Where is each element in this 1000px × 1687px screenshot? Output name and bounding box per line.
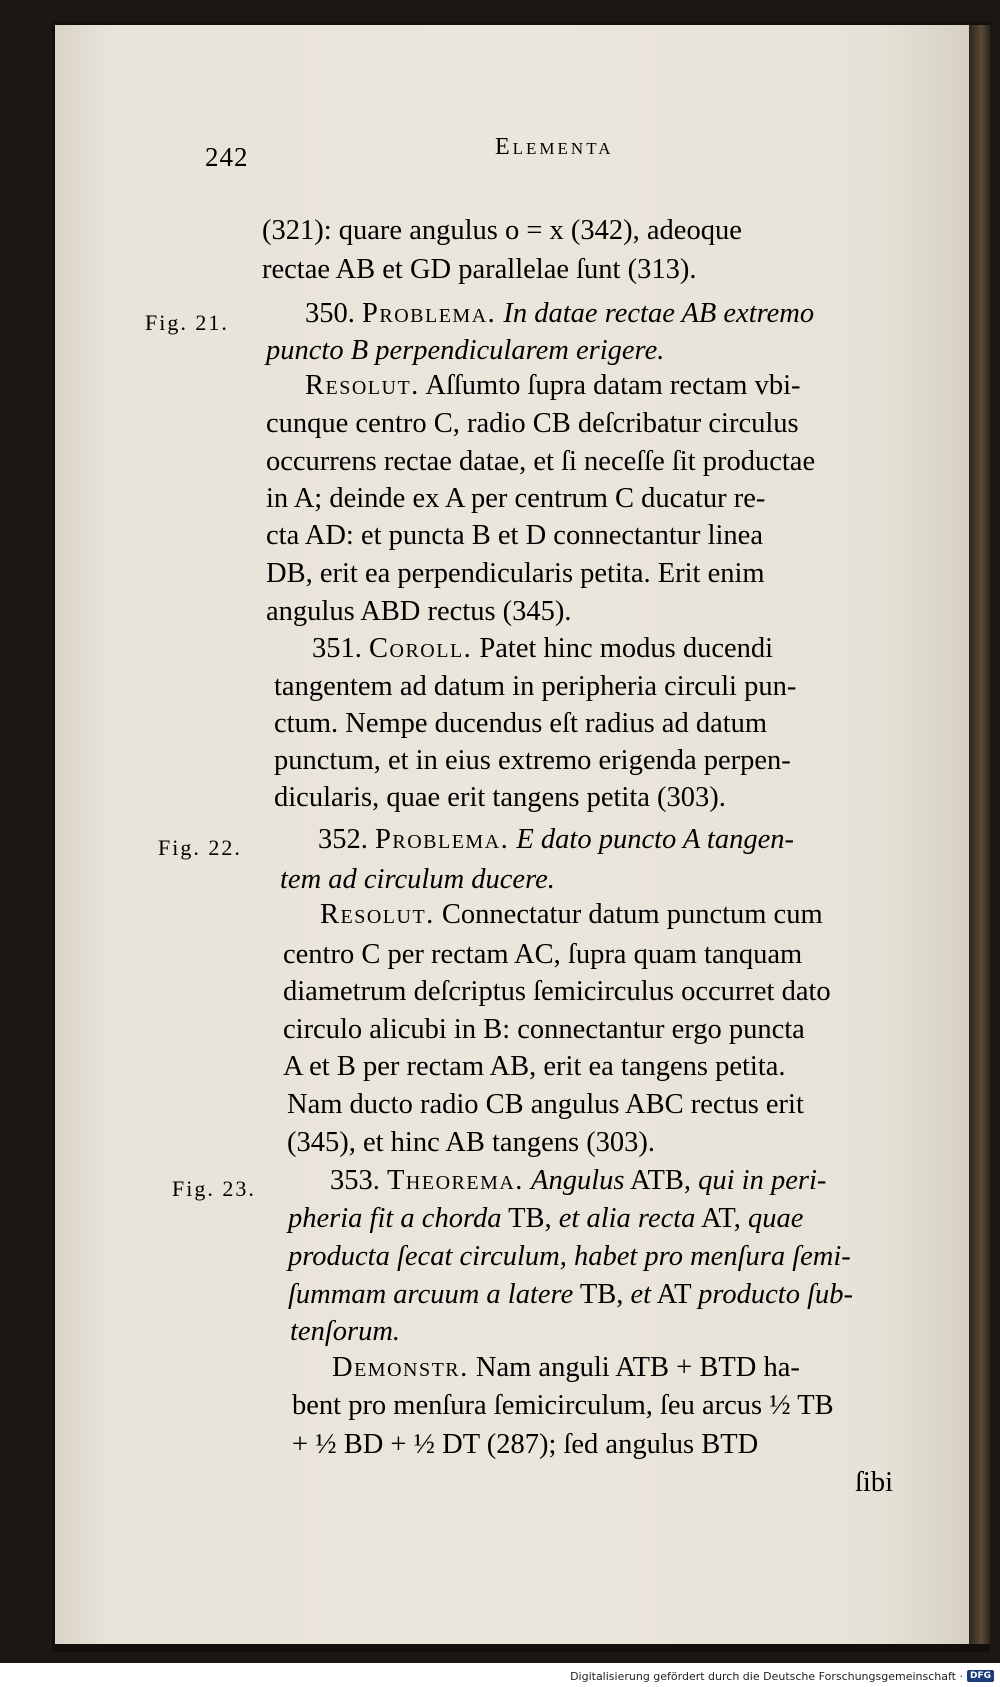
text-span: ATB, [630, 1165, 691, 1196]
italic-text: ſummam arcuum a latere [288, 1279, 574, 1310]
text-line: in A; deinde ex A per centrum C ducatur re- [266, 483, 766, 514]
text-line: tenſorum. [290, 1316, 401, 1347]
section-heading: Resolut. [320, 899, 435, 930]
italic-text: In datae rectae AB extremo [503, 298, 815, 329]
section-heading: Resolut. [305, 370, 420, 401]
text-line [288, 1277, 853, 1313]
text-line: ctum. Nempe ducendus eſt radius ad datum [274, 708, 768, 739]
text-line: DB, erit ea perpendicularis petita. Erit enim [266, 558, 765, 589]
running-title: Elementa [495, 134, 614, 160]
italic-text: et [630, 1279, 652, 1310]
text-line: angulus ABD rectus (345). [266, 596, 572, 627]
italic-text: E dato puncto A tangen- [516, 824, 794, 855]
text-line: centro C per rectam AC, ſupra quam tanquam [283, 939, 803, 970]
text-span: Connectatur datum punctum cum [441, 899, 823, 930]
text-line: (321): quare angulus o = x (342), adeoque [262, 215, 742, 246]
italic-text: qui in peri- [698, 1165, 827, 1196]
text-line: tangentem ad datum in peripheria circuli pun- [274, 671, 797, 702]
text-line [332, 1350, 800, 1386]
section-number: 352. [318, 824, 368, 855]
text-span: Patet hinc modus ducendi [479, 633, 774, 664]
text-line: dicularis, quae erit tangens petita (303). [274, 782, 726, 813]
dfg-logo: DFG [967, 1670, 994, 1682]
text-line [305, 368, 801, 404]
text-span: TB, [508, 1203, 552, 1234]
text-line: cta AD: et puncta B et D connectantur linea [266, 520, 763, 551]
text-line: cunque centro C, radio CB deſcribatur circulus [266, 408, 799, 439]
digitization-footer [570, 1667, 994, 1685]
text-line: occurrens rectae datae, et ſi neceſſe ſit productae [266, 446, 816, 477]
margin-fig-23: Fig. 23. [172, 1176, 256, 1201]
section-heading: Demonstr. [332, 1352, 469, 1383]
section-heading: Problema. [362, 298, 497, 329]
page-edge [969, 25, 990, 1644]
page-number: 242 [205, 142, 249, 172]
text-span: AT, [701, 1203, 741, 1234]
text-span: Aſſumto ſupra datam rectam vbi- [425, 370, 801, 401]
text-line [330, 1163, 826, 1199]
margin-fig-22: Fig. 22. [158, 835, 242, 860]
catchword: ſibi [855, 1467, 894, 1498]
text-line: bent pro menſura ſemicirculum, ſeu arcus ½ TB [292, 1390, 834, 1421]
text-line [288, 1201, 803, 1237]
text-line: diametrum deſcriptus ſemicirculus occurret dato [283, 976, 831, 1007]
section-number: 351. [312, 633, 362, 664]
footer-text: Digitalisierung gefördert durch die Deutsche Forschungsgemeinschaft · [570, 1669, 963, 1683]
text-line: producta ſecat circulum, habet pro menſura ſemi- [288, 1241, 851, 1272]
italic-text: Angulus [531, 1165, 625, 1196]
italic-text: pheria fit a chorda [288, 1203, 502, 1234]
text-line: rectae AB et GD parallelae ſunt (313). [262, 254, 697, 285]
italic-text: producto ſub- [698, 1279, 854, 1310]
text-line [312, 631, 773, 667]
section-number: 353. [330, 1165, 380, 1196]
text-line: + ½ BD + ½ DT (287); ſed angulus BTD [292, 1429, 759, 1460]
text-line: Nam ducto radio CB angulus ABC rectus erit [287, 1089, 804, 1120]
section-heading: Coroll. [369, 633, 473, 664]
margin-fig-21: Fig. 21. [145, 310, 229, 335]
page-header [205, 122, 705, 172]
text-line [318, 822, 794, 858]
text-line: A et B per rectam AB, erit ea tangens petita. [283, 1051, 786, 1082]
text-line [305, 296, 814, 332]
text-span: AT [656, 1279, 691, 1310]
text-span: TB, [579, 1279, 624, 1310]
section-heading: Problema. [375, 824, 510, 855]
text-span: Nam anguli ATB + BTD ha- [475, 1352, 800, 1383]
text-line: punctum, et in eius extremo erigenda perpen- [274, 745, 791, 776]
text-line: (345), et hinc AB tangens (303). [287, 1127, 656, 1158]
section-heading: Theorema. [387, 1165, 524, 1196]
italic-text: quae [747, 1203, 804, 1234]
text-line: puncto B perpendicularem erigere. [266, 335, 665, 366]
italic-text: et alia recta [558, 1203, 696, 1234]
text-line [320, 897, 823, 933]
text-line: tem ad circulum ducere. [280, 864, 555, 895]
section-number: 350. [305, 298, 355, 329]
text-line: circulo alicubi in B: connectantur ergo puncta [283, 1014, 805, 1045]
